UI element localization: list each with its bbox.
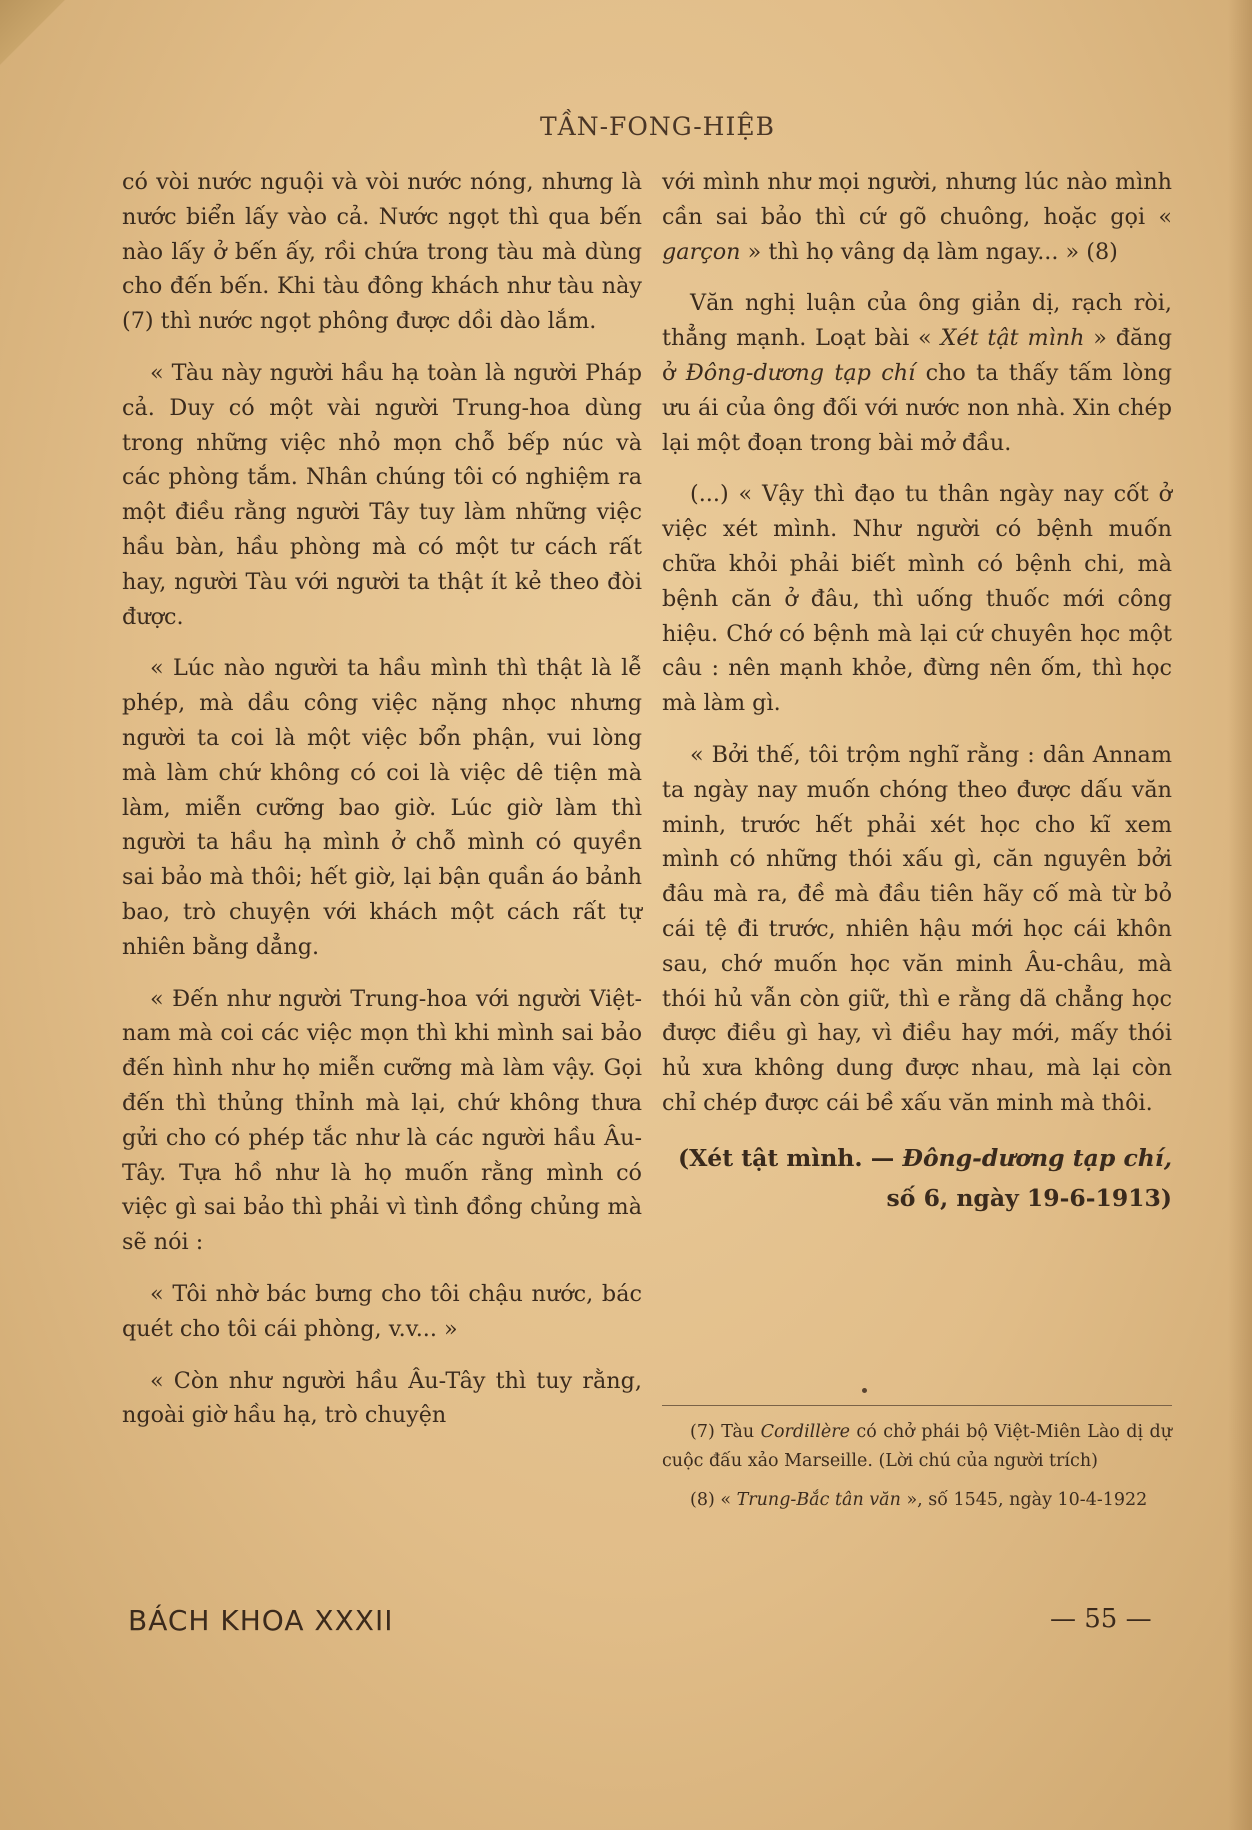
text-run: » thì họ vâng dạ làm ngay... » (8) — [740, 238, 1118, 265]
text-run: với mình như mọi người, nhưng lúc nào mình cần sai bảo thì cứ gõ chuông, hoặc gọi « — [662, 169, 1172, 230]
italic-term: garçon — [662, 238, 741, 265]
left-column — [122, 165, 642, 1450]
journal-footer: BÁCH KHOA XXXII — [128, 1604, 394, 1637]
text-run: có chở phái bộ Việt-Miên Lào dị dự cuộc đấu xảo Marseille. (Lời chú của người trích) — [662, 1422, 1172, 1471]
paragraph: « Lúc nào người ta hầu mình thì thật là lễ phép, mà dầu công việc nặng nhọc nhưng người ta coi là một việc bổn phận, vui lòng mà làm chứ không có coi là việc dê tiện mà làm, miễn cưỡng bao giờ. Lúc giờ làm thì người ta hầu hạ mình ở chỗ mình có quyền sai bảo mà thôi; hết giờ, lại bận quần áo bảnh bao, trò chuyện với khách một cách rất tự nhiên bằng dẳng. — [122, 655, 642, 960]
separator-dot — [862, 1388, 867, 1393]
text-run: cho ta thấy tấm lòng ưu ái của ông đối với nước non nhà. Xin chép lại một đoạn trong bài mở đầu. — [662, 359, 1172, 456]
citation — [662, 1138, 1172, 1218]
paragraph — [662, 286, 1172, 460]
paragraph: « Bởi thế, tôi trộm nghĩ rằng : dân Annam ta ngày nay muốn chóng theo được dấu văn minh, trước hết phải xét học cho kĩ xem mình có những thói xấu gì, căn nguyên bởi đâu mà ra, đề mà đầu tiên hãy cố mà từ bỏ cái tệ đi trước, nhiên hậu mới học cái khôn sau, chớ muốn học văn minh Âu-châu, mà thói hủ vẫn còn giữ, thì e rằng dã chẳng học được điều gì hay, vì điều hay mới, mấy thói hủ xưa không dung được nhau, mà lại còn chỉ chép được cái bề xấu văn minh mà thôi. — [662, 741, 1172, 1116]
text-run: (8) « — [690, 1490, 737, 1510]
text-run: (Xét tật mình. — — [677, 1143, 903, 1172]
article-title: Xét tật mình — [940, 325, 1085, 352]
right-column — [662, 165, 1172, 1235]
paragraph: (...) « Vậy thì đạo tu thân ngày nay cốt ở việc xét mình. Như người có bệnh muốn chữa khỏi phải biết mình có bệnh chi, mà bệnh căn ở đâu, thì uống thuốc mới công hiệu. Chớ có bệnh mà lại cứ chuyên học một câu : nên mạnh khỏe, đừng nên ốm, thì học mà làm gì. — [662, 481, 1172, 717]
text-run: » đăng ở — [662, 325, 1172, 386]
text-run: Văn nghị luận của ông giản dị, rạch ròi, thẳng mạnh. Loạt bài « — [662, 290, 1172, 352]
paragraph — [662, 165, 1172, 269]
running-head: TẦN-FONG-HIỆB — [540, 112, 775, 141]
page-number: — 55 — — [1050, 1604, 1152, 1634]
text-run: số 6, ngày 19-6-1913) — [886, 1183, 1172, 1212]
footnotes — [662, 1405, 1172, 1525]
ship-name: Cordillère — [760, 1422, 850, 1442]
paragraph: « Đến như người Trung-hoa với người Việt-nam mà coi các việc mọn thì khi mình sai bảo đến hình như họ miễn cưỡng mà làm vậy. Gọi đến thì thủng thỉnh mà lại, chứ không thưa gửi cho có phép tắc như là các người hầu Âu-Tây. Tựa hồ như là họ muốn rằng mình có việc gì sai bảo thì phải vì tình đồng chủng mà sẽ nói : — [122, 985, 642, 1256]
footnote-7 — [662, 1418, 1172, 1476]
journal-name: Đông-dương tạp chí, — [902, 1143, 1172, 1172]
paragraph: « Tàu này người hầu hạ toàn là người Pháp cả. Duy có một vài người Trung-hoa dùng trong những việc nhỏ mọn chỗ bếp núc và các phòng tắm. Nhân chúng tôi có nghiệm ra một điều rằng người Tây tuy làm những việc hầu bàn, hầu phòng mà có một tư cách rất hay, người Tàu với người ta thật ít kẻ theo đòi được. — [122, 359, 642, 630]
paragraph: có vòi nước nguội và vòi nước nóng, nhưng là nước biển lấy vào cả. Nước ngọt thì qua bến nào lấy ở bến ấy, rồi chứa trong tàu mà dùng cho đến bến. Khi tàu đông khách như tàu này (7) thì nước ngọt phông được dồi dào lắm. — [122, 169, 642, 335]
text-run: », số 1545, ngày 10-4-1922 — [900, 1490, 1148, 1510]
text-run: (7) Tàu — [690, 1422, 761, 1442]
footnote-8 — [662, 1486, 1172, 1515]
newspaper-name: Trung-Bắc tân văn — [736, 1490, 901, 1510]
journal-name: Đông-dương tạp chí — [685, 359, 916, 386]
paragraph: « Còn như người hầu Âu-Tây thì tuy rằng, ngoài giờ hầu hạ, trò chuyện — [122, 1367, 642, 1429]
paragraph: « Tôi nhờ bác bưng cho tôi chậu nước, bác quét cho tôi cái phòng, v.v... » — [122, 1280, 642, 1342]
